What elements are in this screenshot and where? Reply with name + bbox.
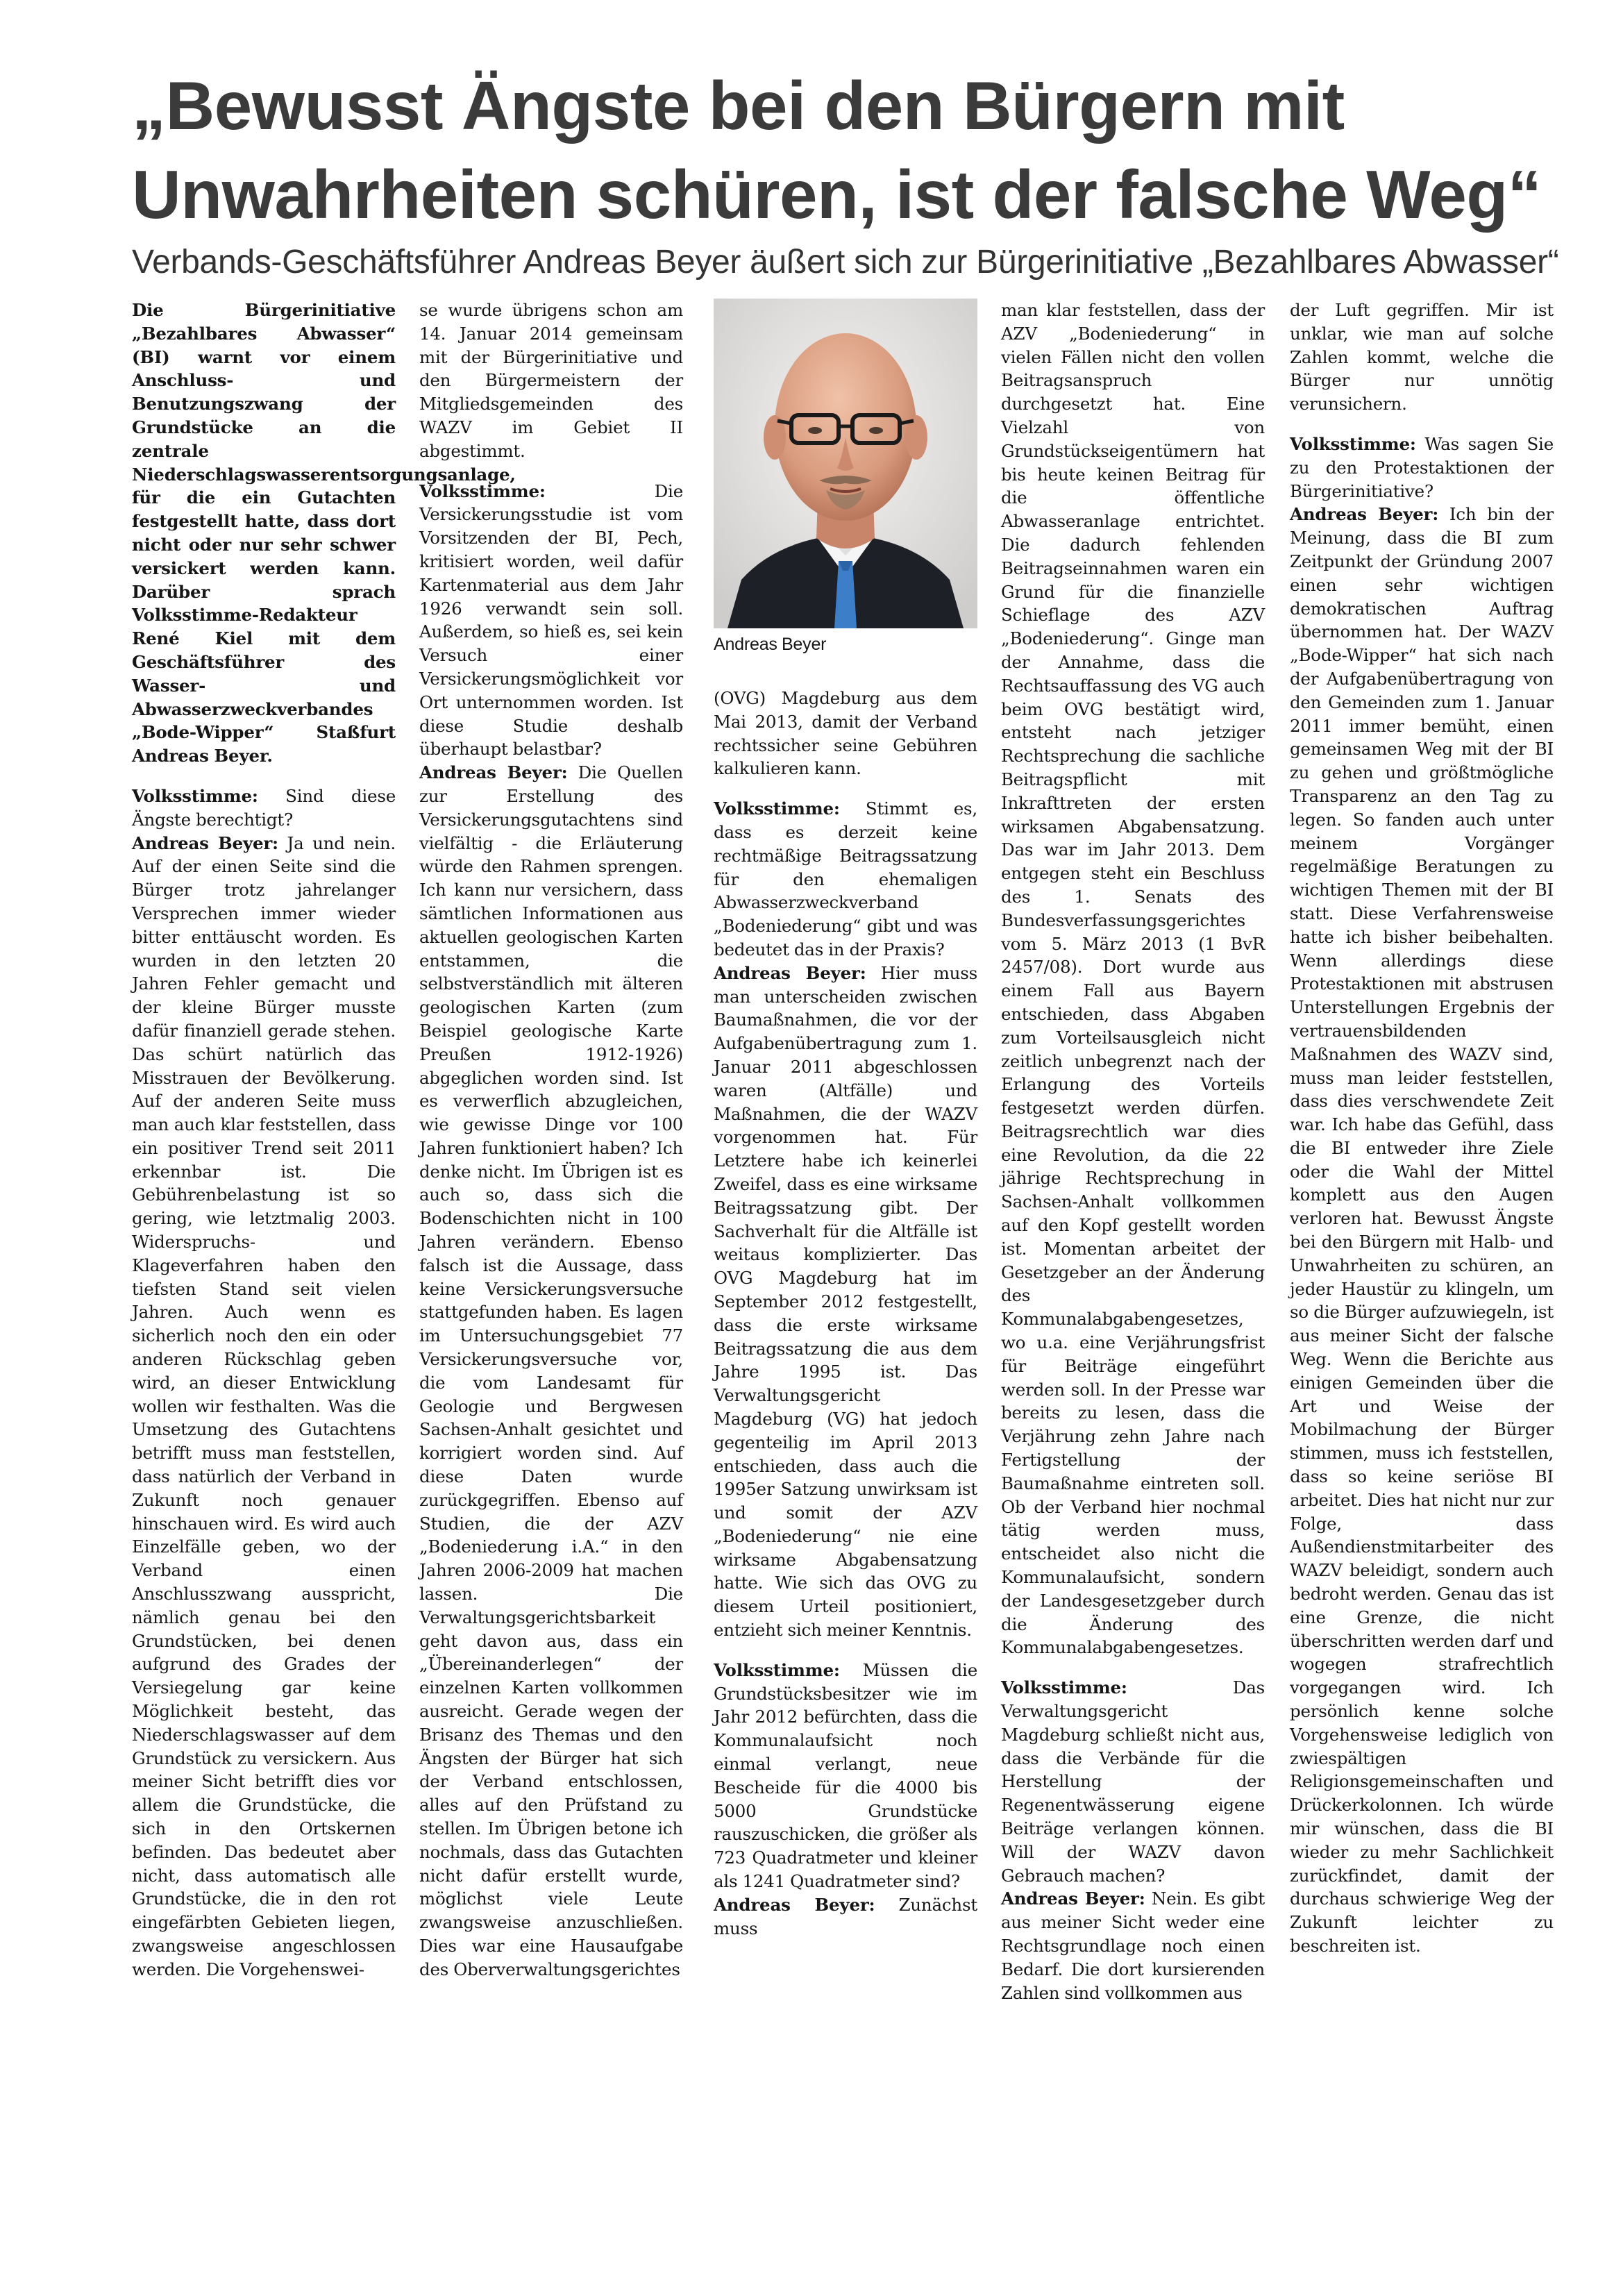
- speaker-label: Volksstimme:: [714, 798, 840, 819]
- speaker-label: Andreas Beyer:: [1290, 504, 1439, 525]
- question-paragraph: [419, 480, 683, 762]
- question-text: Stimmt es, dass es derzeit keine rechtmäßige Beitragssatzung für den ehemaligen Abwasserzweckverband „Bodeniederung“ gibt und was bedeutet das in der Praxis?: [714, 798, 977, 960]
- photo-caption: Andreas Beyer: [714, 635, 827, 654]
- portrait-photo: [714, 299, 977, 628]
- column-3: [714, 299, 977, 1940]
- lead-paragraph: Die Bürgerinitiative „Bezahlbares Abwasser“ (BI) warnt vor einem Anschluss- und Benutzungszwang der Grundstücke an die zentrale Niederschlagswasserentsorgungsanlage, für die ein Gutachten festgestellt hatte, dass dort nicht oder nur sehr schwer versickert werden kann. Darüber sprach Volksstimme-Redakteur René Kiel mit dem Geschäftsführer des Wasser- und Abwasserzweckverbandes „Bode-Wipper“ Staßfurt Andreas Beyer.: [132, 300, 516, 766]
- answer-text: Nein. Es gibt aus meiner Sicht weder eine Rechtsgrundlage noch einen Bedarf. Die dort kursierenden Zahlen sind vollkommen aus: [1001, 1888, 1265, 2003]
- column-2: [419, 299, 683, 1981]
- headline: [132, 61, 1576, 239]
- portrait-illustration: [714, 299, 977, 628]
- question-text: Die Versickerungsstudie ist vom Vorsitzenden der BI, Pech, kritisiert worden, weil dafür Kartenmaterial aus dem Jahr 1926 verwandt sein soll. Außerdem, so hieß es, sei kein Versuch einer Versickerungsmöglichkeit vor Ort unternommen worden. Ist diese Studie deshalb überhaupt belastbar?: [419, 480, 683, 760]
- question-text: Müssen die Grundstücksbesitzer wie im Jahr 2012 befürchten, dass die Kommunalaufsicht noch einmal verlangt, neue Bescheide für die 4000 bis 5000 Grundstücke rauszuschicken, die größer als 723 Quadratmeter und kleiner als 1241 Quadratmeter sind?: [714, 1659, 977, 1892]
- question-paragraph: [714, 797, 977, 962]
- answer-paragraph: [714, 962, 977, 1642]
- question-paragraph: [132, 785, 396, 832]
- question-paragraph: [1290, 433, 1554, 503]
- speaker-label: Volksstimme:: [419, 480, 546, 501]
- question-paragraph: [1001, 1676, 1265, 1887]
- speaker-label: Andreas Beyer:: [132, 832, 278, 853]
- column-3-body: [714, 687, 977, 1940]
- answer-paragraph: [714, 1893, 977, 1941]
- headline-line-2: Unwahrheiten schüren, ist der falsche Weg“: [132, 156, 1542, 233]
- speaker-label: Volksstimme:: [132, 785, 258, 806]
- continued-text: der Luft gegriffen. Mir ist unklar, wie man auf solche Zahlen kommt, welche die Bürger nur unnötig verunsichern.: [1290, 300, 1554, 414]
- speaker-label: Andreas Beyer:: [714, 962, 866, 983]
- answer-text: Ich bin der Meinung, dass die BI zum Zeitpunkt der Gründung 2007 einen sehr wichtigen demokratischen Auftrag übernommen hat. Der WAZV „Bode-Wipper“ hat sich nach der Aufgabenübertragung von den Gemeinden zum 1. Januar 2011 immer bemüht, einen gemeinsamen Weg mit der BI zu gehen und größtmögliche Transparenz an den Tag zu legen. So fanden auch unter meinem Vorgänger regelmäßige Beratungen zu wichtigen Themen mit der BI statt. Diese Verfahrensweise hatte ich bisher beibehalten. Wenn allerdings diese Protestaktionen mit abstrusen Unterstellungen Ergebnis der vertrauensbildenden Maßnahmen des WAZV sind, muss man leider feststellen, dass dies verschwendete Zeit war. Ich habe das Gefühl, dass die BI entweder ihre Ziele oder die Wahl der Mittel komplett aus den Augen verloren hat. Bewusst Ängste bei den Bürgern mit Halb- und Unwahrheiten zu schüren, an jeder Haustür zu klingeln, um so die Bürger aufzuwiegeln, ist aus meiner Sicht der falsche Weg. Wenn die Berichte aus einigen Gemeinden über die Art und Weise der Mobilmachung der Bürger stimmen, muss ich feststellen, dass so keine seriöse BI arbeitet. Dies hat nicht nur zur Folge, dass Außendienstmitarbeiter des WAZV beleidigt, sondern auch bedroht werden. Genau das ist eine Grenze, die nicht überschritten werden darf und wogegen strafrechtlich vorgegangen wird. Ich persönlich kenne solche Vorgehensweise lediglich von zwiespältigen Religionsgemeinschaften und Drückerkolonnen. Ich würde mir wünschen, dass die BI wieder zu mehr Sachlichkeit zurückfindet, damit der durchaus schwierige Weg der Zukunft leichter zu beschreiten ist.: [1290, 504, 1554, 1956]
- answer-paragraph: [1290, 503, 1554, 1957]
- answer-text: Hier muss man unterscheiden zwischen Baumaßnahmen, die vor der Aufgabenübertragung zum 1. Januar 2011 abgeschlossen waren (Altfälle) und Maßnahmen, die der WAZV vorgenommen hat. Für Letztere habe ich keinerlei Zweifel, dass es eine wirksame Beitragssatzung gibt. Der Sachverhalt für die Altfälle ist weitaus komplizierter. Das OVG Magdeburg hat im September 2012 festgestellt, dass die erste wirksame Beitragssatzung die aus dem Jahre 1995 ist. Das Verwaltungsgericht Magdeburg (VG) hat jedoch gegenteilig im April 2013 entschieden, dass auch die 1995er Satzung unwirksam ist und somit der AZV „Bodeniederung“ nie eine wirksame Abgabensatzung hatte. Wie sich das OVG zu diesem Urteil positioniert, entzieht sich meiner Kenntnis.: [714, 962, 977, 1641]
- answer-paragraph: [419, 761, 683, 1981]
- answer-text: Ja und nein. Auf der einen Seite sind die Bürger trotz jahrelanger Versprechen immer wieder bitter enttäuscht worden. Es wurden in den letzten 20 Jahren Fehler gemacht und der kleine Bürger musste dafür finanziell gerade stehen. Das schürt natürlich das Misstrauen der Bevölkerung. Auf der anderen Seite muss man auch klar feststellen, dass ein positiver Trend seit 2011 erkennbar ist. Die Gebührenbelastung ist so gering, wie letztmalig 2003. Widerspruchs- und Klageverfahren haben den tiefsten Stand seit vielen Jahren. Auch wenn es sicherlich noch den ein oder anderen Rückschlag geben wird, an dieser Entwicklung wollen wir festhalten. Was die Umsetzung des Gutachtens betrifft muss man feststellen, dass natürlich der Verband in Zukunft noch genauer hinschauen wird. Es wird auch Einzelfälle geben, wo der Verband einen Anschlusszwang ausspricht, nämlich genau bei den Grundstücken, bei denen aufgrund des Grades der Versiegelung gar keine Möglichkeit besteht, das Niederschlagswasser auf dem Grundstück zu versickern. Aus meiner Sicht betrifft dies vor allem die Grundstücke, die sich in den Ortskernen befinden. Das bedeutet aber nicht, dass automatisch alle Grundstücke, die in den rot eingefärbten Gebieten liegen, zwangsweise angeschlossen werden. Die Vorgehenswei-: [132, 832, 396, 1979]
- question-text: Sind diese Ängste berechtigt?: [132, 785, 396, 830]
- continued-text: se wurde übrigens schon am 14. Januar 2014 gemeinsam mit der Bürgerinitiative und den Bürgermeistern der Mitgliedsgemeinden des WAZV im Gebiet II abgestimmt.: [419, 300, 683, 461]
- subtitle: Verbands-Geschäftsführer Andreas Beyer äußert sich zur Bürgerinitiative „Bezahlbares Abwasser“: [132, 244, 1559, 280]
- question-text: Das Verwaltungsgericht Magdeburg schließt nicht aus, dass die Verbände für die Herstellung der Regenentwässerung eigene Beiträge verlangen können. Will der WAZV davon Gebrauch machen?: [1001, 1677, 1265, 1886]
- continued-text: man klar feststellen, dass der AZV „Bodeniederung“ in vielen Fällen nicht den vollen Beitragsanspruch durchgesetzt hat. Eine Vielzahl von Grundstückseigentümern hat bis heute keinen Beitrag für die öffentliche Abwasseranlage entrichtet. Die dadurch fehlenden Beitragseinnahmen waren ein Grund für die finanzielle Schieflage des AZV „Bodeniederung“. Ginge man der Annahme, dass die Rechtsauffassung des VG auch beim OVG bestätigt wird, entsteht nach jetziger Rechtsprechung die sachliche Beitragspflicht mit Inkrafttreten der ersten wirksamen Abgabensatzung. Das war im Jahr 2013. Dem entgegen steht ein Beschluss des 1. Senats des Bundesverfassungsgerichtes vom 5. März 2013 (1 BvR 2457/08). Dort wurde aus einem Fall aus Bayern entschieden, dass Abgaben zum Vorteilsausgleich nicht zeitlich unbegrenzt nach der Erlangung des Vorteils festgesetzt werden dürfen. Beitragsrechtlich war dies eine Revolution, da die 22 jährige Rechtsprechung in Sachsen-Anhalt vollkommen auf den Kopf gestellt worden ist. Momentan arbeitet der Gesetzgeber an der Änderung des Kommunalabgabengesetzes, wo u.a. eine Verjährungsfrist für Beiträge eingeführt werden soll. In der Presse war bereits zu lesen, dass die Verjährung zehn Jahre nach Fertigstellung der Baumaßnahme eintreten soll. Ob der Verband hier nochmal tätig werden muss, entscheidet also nicht die Kommunalaufsicht, sondern der Landesgesetzgeber durch die Änderung des Kommunalabgabengesetzes.: [1001, 300, 1265, 1658]
- answer-paragraph: [1001, 1887, 1265, 2004]
- speaker-label: Volksstimme:: [1290, 433, 1416, 454]
- column-4: [1001, 299, 1265, 2004]
- answer-text: Die Quellen zur Erstellung des Versickerungsgutachtens sind vielfältig - die Erläuterung würde den Rahmen sprengen. Ich kann nur versichern, dass sämtlichen Informationen aus aktuellen geologischen Karten entstammen, die selbstverständlich mit älteren geologischen Karten (zum Beispiel geologische Karte Preußen 1912-1926) abgeglichen worden sind. Ist es verwerflich abzugleichen, wie gewisse Dinge vor 100 Jahren funktioniert haben? Ich denke nicht. Im Übrigen ist es auch so, dass sich die Bodenschichten nicht in 100 Jahren verändern. Ebenso falsch ist die Aussage, dass keine Versickerungsversuche stattgefunden haben. Es lagen im Untersuchungsgebiet 77 Versickerungsversuche vor, die vom Landesamt für Geologie und Bergwesen Sachsen-Anhalt gesichtet und korrigiert worden sind. Auf diese Daten wurde zurückgegriffen. Ebenso auf Studien, die der AZV „Bodeniederung i.A.“ in den Jahren 2006-2009 hat machen lassen. Die Verwaltungsgerichtsbarkeit geht davon aus, dass ein „Übereinanderlegen“ der einzelnen Karten vollkommen ausreicht. Gerade wegen der Brisanz des Themas und den Ängsten der Bürger hat sich der Verband entschlossen, alles auf den Prüfstand zu stellen. Im Übrigen betone ich nochmals, dass das Gutachten nicht dafür erstellt wurde, möglichst viele Leute zwangsweise anzuschließen. Dies war eine Hausaufgabe des Oberverwaltungsgerichtes: [419, 762, 683, 1979]
- headline-line-1: „Bewusst Ängste bei den Bürgern mit: [132, 67, 1345, 144]
- column-1: [132, 299, 516, 1981]
- answer-text: Zunächst muss: [714, 1894, 977, 1938]
- speaker-label: Volksstimme:: [1001, 1677, 1127, 1698]
- question-paragraph: [714, 1659, 977, 1893]
- speaker-label: Andreas Beyer:: [419, 762, 568, 783]
- answer-paragraph: [132, 832, 396, 1981]
- speaker-label: Andreas Beyer:: [1001, 1888, 1145, 1909]
- question-text: Was sagen Sie zu den Protestaktionen der Bürgerinitiative?: [1290, 433, 1554, 501]
- column-5: [1290, 299, 1554, 1958]
- continued-text: (OVG) Magdeburg aus dem Mai 2013, damit der Verband rechtssicher seine Gebühren kalkulieren kann.: [714, 688, 977, 779]
- speaker-label: Andreas Beyer:: [714, 1894, 875, 1915]
- speaker-label: Volksstimme:: [714, 1659, 840, 1680]
